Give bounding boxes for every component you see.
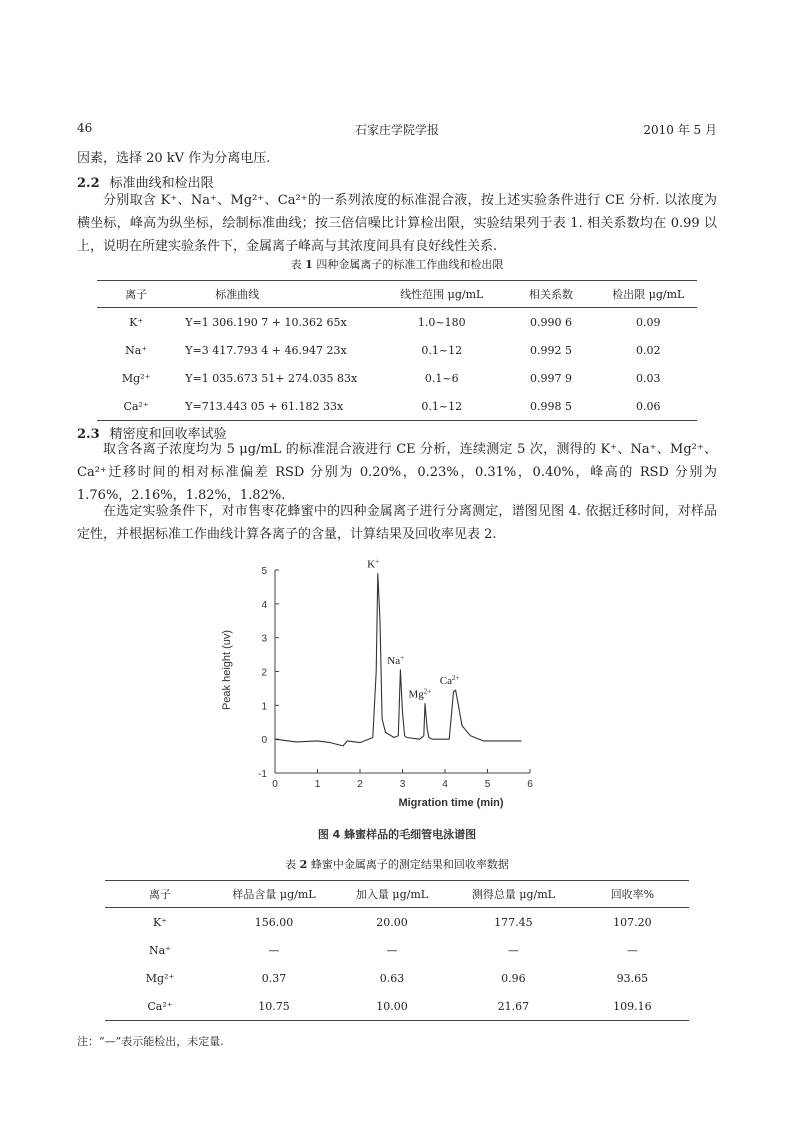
page-header bbox=[77, 121, 717, 137]
page-number: 46 bbox=[77, 121, 93, 135]
table-header-row bbox=[97, 281, 697, 308]
table-cell: Na⁺ bbox=[125, 343, 148, 357]
table-cell: 0.09 bbox=[636, 315, 661, 329]
section-title: 精密度和回收率试验 bbox=[109, 427, 227, 442]
x-tick-label: 4 bbox=[442, 779, 448, 790]
y-tick-label: 2 bbox=[261, 667, 267, 679]
table-cell: 0.990 6 bbox=[530, 315, 573, 329]
table-cell: 0.992 5 bbox=[530, 343, 573, 357]
peak-label-k: K+ bbox=[367, 557, 380, 571]
table-cell: 0.96 bbox=[501, 971, 526, 985]
table-header-cell: 离子 bbox=[97, 281, 175, 308]
paragraph-2-3b: 在选定实验条件下，对市售枣花蜂蜜中的四种金属离子进行分离测定，谱图见图 4. 依据迁移时间，对样品定性，并根据标准工作曲线计算各离子的含量，计算结果及回收率见表 2. bbox=[77, 504, 717, 542]
table-cell: 0.1~12 bbox=[421, 343, 463, 357]
table-cell: 156.00 bbox=[254, 915, 294, 929]
table-row bbox=[105, 936, 689, 964]
table-header-cell: 测得总量 μg/mL bbox=[451, 881, 576, 908]
table-row bbox=[97, 308, 697, 337]
table-cell: Y=1 035.673 51+ 274.035 83x bbox=[185, 371, 358, 385]
journal-name: 石家庄学院学报 bbox=[354, 123, 439, 137]
table-header-cell: 相关系数 bbox=[502, 281, 599, 308]
table-cell: — bbox=[507, 943, 519, 957]
table-header-cell: 离子 bbox=[105, 881, 215, 908]
table-note: 注：“—”表示能检出，未定量. bbox=[77, 1035, 224, 1048]
table-cell: Ca²⁺ bbox=[97, 392, 175, 421]
table-header-cell: 检出限 μg/mL bbox=[600, 281, 697, 308]
table-cell: K⁺ bbox=[152, 915, 167, 929]
table-header-cell: 加入量 μg/mL bbox=[333, 881, 451, 908]
table-row bbox=[105, 908, 689, 937]
table-header-cell: 回收率% bbox=[576, 881, 689, 908]
table-cell: 10.00 bbox=[333, 992, 451, 1021]
table-cell: 0.06 bbox=[600, 392, 697, 421]
table-cell: Na⁺ bbox=[148, 943, 171, 957]
x-tick-label: 1 bbox=[314, 779, 321, 790]
table-header-cell: 样品含量 μg/mL bbox=[215, 881, 333, 908]
table-row bbox=[97, 336, 697, 364]
peak-label-na: Na+ bbox=[387, 653, 405, 667]
table-cell: 10.75 bbox=[215, 992, 333, 1021]
section-number: 2.2 bbox=[77, 176, 100, 191]
table-cell: 0.1~6 bbox=[424, 371, 459, 385]
y-axis-label: Peak height (uv) bbox=[221, 629, 233, 711]
y-tick-label: 1 bbox=[261, 701, 267, 713]
table-cell: 20.00 bbox=[376, 915, 408, 929]
table-header-row bbox=[105, 881, 689, 908]
table1-caption: 表 1 四种金属离子的标准工作曲线和检出限 bbox=[290, 258, 504, 271]
table-cell: 109.16 bbox=[576, 992, 689, 1021]
table-row bbox=[97, 364, 697, 392]
paragraph-2-3a: 取含各离子浓度均为 5 μg/mL 的标准混合液进行 CE 分析，连续测定 5 次，测得的 K⁺、Na⁺、Mg²⁺、Ca²⁺迁移时间的相对标准偏差 RSD 分别为 0.20%，0.23%，0.31%，0.40%，峰高的 RSD 分别为 1.76%，2.16%，1.82%，1.82%. bbox=[77, 442, 717, 503]
table-cell: 21.67 bbox=[451, 992, 576, 1021]
y-tick-label: 3 bbox=[261, 633, 267, 645]
electropherogram-chart bbox=[200, 555, 580, 817]
peak-label-mg: $Mg^{2+}$ bbox=[408, 687, 432, 701]
table-cell: — bbox=[386, 943, 398, 957]
table-cell: Y=3 417.793 4 + 46.947 23x bbox=[185, 343, 347, 357]
x-axis-label: Migration time (min) bbox=[398, 797, 504, 809]
y-tick-label: 0 bbox=[261, 735, 267, 747]
table-cell: Mg²⁺ bbox=[121, 371, 151, 385]
table-cell: — bbox=[268, 943, 280, 957]
x-tick-label: 5 bbox=[484, 779, 491, 790]
figure-caption: 图 4 蜂蜜样品的毛细管电泳谱图 bbox=[317, 828, 477, 841]
table-row bbox=[97, 392, 697, 421]
paragraph-2-2: 分别取含 K⁺、Na⁺、Mg²⁺、Ca²⁺的一系列浓度的标准混合液，按上述实验条件进行 CE 分析. 以浓度为横坐标，峰高为纵坐标，绘制标准曲线；按三倍信噪比计算检出限，实验结果列于表 1. 相关系数均在 0.99 以上，说明在所建实验条件下，金属离子峰高与其浓度间具有良好线性关系. bbox=[77, 193, 717, 254]
table2-caption: 表 2 蜂蜜中金属离子的测定结果和回收率数据 bbox=[285, 858, 509, 871]
table-row bbox=[105, 992, 689, 1021]
table-cell: Mg²⁺ bbox=[145, 971, 175, 985]
section-title: 标准曲线和检出限 bbox=[109, 176, 214, 191]
y-tick-label: -1 bbox=[258, 769, 267, 780]
table-cell: — bbox=[626, 943, 638, 957]
table-cell: K⁺ bbox=[129, 315, 144, 329]
table-header-cell: 线性范围 μg/mL bbox=[381, 281, 502, 308]
y-tick-label: 5 bbox=[261, 566, 267, 577]
table-cell: Ca²⁺ bbox=[105, 992, 215, 1021]
table-header-cell: 标准曲线 bbox=[175, 281, 381, 308]
table-cell: 107.20 bbox=[613, 915, 652, 929]
table-1 bbox=[97, 280, 697, 421]
table-cell: 0.02 bbox=[636, 343, 661, 357]
table-cell: 0.998 5 bbox=[502, 392, 599, 421]
issue-date: 2010 年 5 月 bbox=[643, 123, 717, 137]
table-cell: 0.997 9 bbox=[530, 371, 573, 385]
table-row bbox=[105, 964, 689, 992]
table-cell: Y=713.443 05 + 61.182 33x bbox=[175, 392, 381, 421]
table-cell: Y=1 306.190 7 + 10.362 65x bbox=[185, 315, 347, 329]
peak-label-ca: $Ca^{2+}$ bbox=[439, 674, 460, 688]
section-number: 2.3 bbox=[77, 427, 100, 442]
paragraph-top: 因素，选择 20 kV 作为分离电压. bbox=[77, 151, 271, 166]
table-cell: 1.0~180 bbox=[417, 315, 466, 329]
table-cell: 0.63 bbox=[379, 971, 405, 985]
table-cell: 177.45 bbox=[494, 915, 533, 929]
table-cell: 93.65 bbox=[616, 971, 649, 985]
table-cell: 0.1~12 bbox=[381, 392, 502, 421]
x-tick-label: 6 bbox=[527, 779, 533, 790]
x-tick-label: 0 bbox=[272, 779, 278, 790]
table-cell: 0.03 bbox=[636, 371, 661, 385]
x-tick-label: 3 bbox=[399, 779, 406, 790]
y-tick-label: 4 bbox=[261, 599, 267, 611]
table-2 bbox=[105, 880, 689, 1021]
table-cell: 0.37 bbox=[261, 971, 287, 985]
x-tick-label: 2 bbox=[357, 779, 363, 790]
chart-axes bbox=[258, 566, 533, 790]
